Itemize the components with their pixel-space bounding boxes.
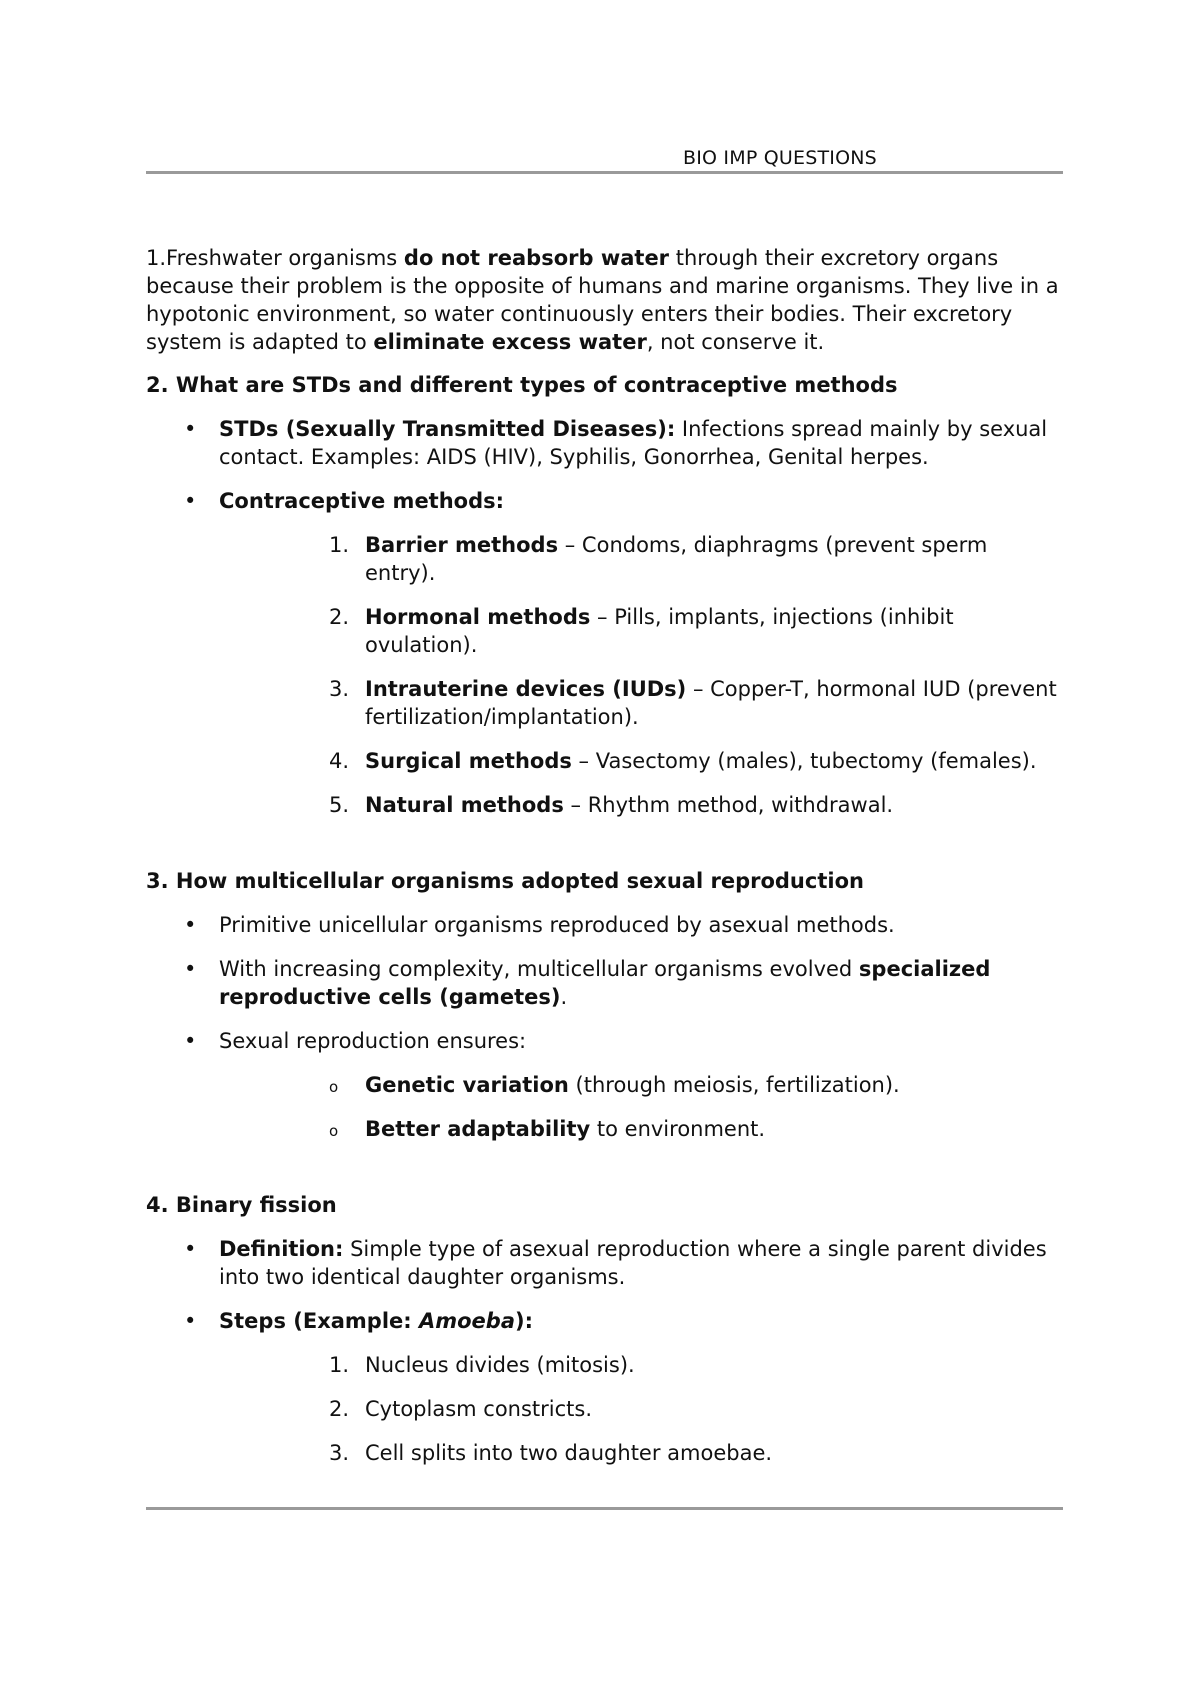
question-2-heading: 2. What are STDs and different types of contraceptive methods [146,373,898,397]
sub-list [219,1071,1063,1143]
definition-label: Definition: [219,1237,344,1261]
footer-rule [146,1507,1063,1510]
list-item [146,1307,1063,1467]
answer-1-bold: do not reabsorb water [403,246,670,270]
list-number: 2. [329,605,350,629]
list-item [219,747,1063,775]
method-text: – Vasectomy (males), tubectomy (females). [571,749,1037,773]
list-number: 3. [329,1441,350,1465]
section-gap [146,1159,1063,1191]
list-number: 1. [329,533,350,557]
list-number: 4. [329,749,350,773]
bullet-text: With increasing complexity, multicellular organisms evolved [219,957,859,981]
list-item [219,1351,1063,1379]
step-text: Nucleus divides (mitosis). [365,1353,635,1377]
page-header-title: BIO IMP QUESTIONS [683,147,877,169]
list-item [219,1395,1063,1423]
sub-list-item [219,1071,1063,1099]
list-number: 3. [329,677,350,701]
question-4-list [146,1235,1063,1467]
sub-item-label: Better adaptability [365,1117,591,1141]
method-text: – Rhythm method, withdrawal. [563,793,894,817]
std-label: STDs (Sexually Transmitted Diseases): [219,417,676,441]
list-item [219,1439,1063,1467]
list-item [146,955,1063,1011]
list-item [146,1235,1063,1291]
answer-1-text: 1.Freshwater organisms [146,246,404,270]
answer-1-paragraph [146,244,1063,356]
list-item: • Primitive unicellular organisms reproduced by asexual methods. [146,911,1063,939]
question-3-heading: 3. How multicellular organisms adopted sexual reproduction [146,869,864,893]
bullet-text: . [560,985,568,1009]
bullet-text: Sexual reproduction ensures: [219,1029,527,1053]
steps-example-italic: Amoeba [418,1309,515,1333]
definition-text: Simple type of asexual reproduction where a single parent divides into two identical daughter organisms. [219,1237,1047,1289]
section-gap [146,835,1063,867]
list-item [146,415,1063,471]
bullet-bold: specialized reproductive cells (gametes) [219,957,991,1009]
list-item [219,603,1063,659]
question-2-list [146,415,1063,819]
method-label: Hormonal methods [365,605,591,629]
answer-1-bold: eliminate excess water [373,330,647,354]
steps-label-text: Steps (Example: [219,1309,419,1333]
method-label: Natural methods [365,793,564,817]
steps-label-text: ): [515,1309,533,1333]
std-text: Infections spread mainly by sexual contact. Examples: AIDS (HIV), Syphilis, Gonorrhea, Genital herpes. [219,417,1048,469]
list-number: 2. [329,1397,350,1421]
list-item [219,531,1063,587]
sub-item-text: (through meiosis, fertilization). [568,1073,900,1097]
method-text: – Condoms, diaphragms (prevent sperm entry). [365,533,988,585]
list-item [219,791,1063,819]
list-item [146,1027,1063,1143]
contraceptive-methods-list [219,531,1063,819]
list-number: 5. [329,793,350,817]
sub-item-text: to environment. [590,1117,766,1141]
question-3-list [146,911,1063,1143]
method-label: Intrauterine devices (IUDs) [365,677,687,701]
step-text: Cell splits into two daughter amoebae. [365,1441,773,1465]
method-text: – Pills, implants, injections (inhibit ovulation). [365,605,954,657]
list-item [146,487,1063,819]
document-page [146,0,1063,1696]
steps-list [219,1351,1063,1467]
method-label: Surgical methods [365,749,572,773]
list-number: 1. [329,1353,350,1377]
sub-list-item [219,1115,1063,1143]
method-label: Barrier methods [365,533,559,557]
list-item [219,675,1063,731]
document-body [146,244,1063,1483]
answer-1-text: through their excretory organs because their problem is the opposite of humans and marine organisms. They live in a hypotonic environment, so water continuously enters their bodies. Their excretory system is adapted to [146,246,1059,354]
sub-item-label: Genetic variation [365,1073,569,1097]
header-rule [146,171,1063,174]
steps-label [219,1309,533,1333]
step-text: Cytoplasm constricts. [365,1397,593,1421]
contraceptive-label: Contraceptive methods: [219,489,505,513]
answer-1-text: , not conserve it. [646,330,825,354]
question-4-heading: 4. Binary fission [146,1193,337,1217]
method-text: – Copper-T, hormonal IUD (prevent fertilization/implantation). [365,677,1057,729]
